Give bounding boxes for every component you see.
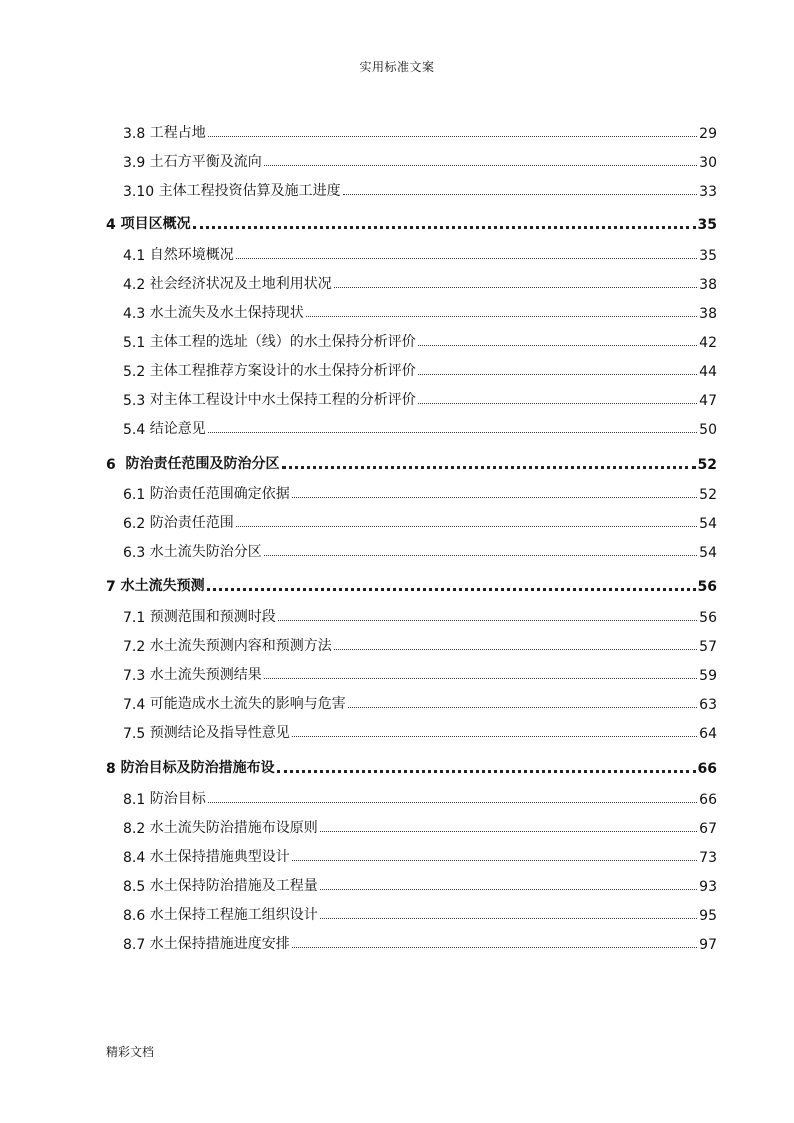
toc-dot-leader	[306, 315, 697, 317]
toc-page-number: 67	[699, 821, 717, 837]
toc-entry-number: 5.1	[123, 335, 150, 351]
toc-page-number: 30	[699, 155, 717, 171]
toc-entry-title: 水土保持工程施工组织设计	[149, 907, 318, 923]
toc-dot-leader	[207, 587, 696, 591]
toc-section-entry[interactable]	[123, 844, 717, 866]
toc-page-number: 47	[699, 393, 717, 409]
toc-section-entry[interactable]	[123, 873, 717, 895]
toc-entry-title: 防治责任范围及防治分区	[125, 456, 280, 472]
toc-dot-leader	[264, 677, 697, 679]
toc-page-number: 59	[699, 668, 717, 684]
toc-entry-title: 水土流失预测	[120, 578, 205, 594]
toc-page-number: 50	[699, 422, 717, 438]
toc-page-number: 52	[697, 457, 717, 473]
toc-entry-title: 防治责任范围确定依据	[149, 486, 290, 502]
toc-dot-leader	[193, 225, 696, 229]
toc-dot-leader	[264, 164, 697, 166]
toc-entry-title: 项目区概况	[120, 216, 191, 232]
toc-dot-leader	[348, 706, 697, 708]
toc-page-number: 66	[699, 792, 717, 808]
toc-entry-title: 水土保持措施进度安排	[149, 936, 290, 952]
toc-chapter-entry[interactable]	[106, 573, 717, 595]
toc-section-entry[interactable]	[123, 242, 717, 264]
toc-page-number: 64	[699, 726, 717, 742]
toc-entry-title: 主体工程投资估算及施工进度	[158, 183, 341, 199]
toc-entry-number: 8.5	[123, 879, 150, 895]
toc-section-entry[interactable]	[123, 720, 717, 742]
toc-entry-number: 6	[106, 457, 126, 473]
toc-section-entry[interactable]	[123, 120, 717, 142]
toc-page-number: 73	[699, 850, 717, 866]
toc-dot-leader	[208, 135, 697, 137]
toc-entry-title: 水土流失防治分区	[149, 544, 262, 560]
toc-dot-leader	[264, 554, 697, 556]
toc-entry-title: 水土流失预测内容和预测方法	[149, 638, 332, 654]
toc-section-entry[interactable]	[123, 416, 717, 438]
toc-entry-number: 5.2	[123, 364, 150, 380]
toc-page-number: 38	[699, 277, 717, 293]
toc-section-entry[interactable]	[123, 300, 717, 322]
toc-entry-title: 防治目标及防治措施布设	[120, 760, 275, 776]
toc-entry-number: 3.10	[123, 184, 159, 200]
toc-entry-number: 5.4	[123, 422, 150, 438]
toc-page-number: 93	[699, 879, 717, 895]
page-header: 实用标准文案	[359, 60, 435, 74]
toc-dot-leader	[418, 373, 697, 375]
toc-page-number: 97	[699, 937, 717, 953]
toc-entry-number: 8.6	[123, 908, 150, 924]
toc-dot-leader	[320, 917, 697, 919]
toc-section-entry[interactable]	[123, 329, 717, 351]
toc-entry-title: 对主体工程设计中水土保持工程的分析评价	[149, 392, 416, 408]
toc-entry-number: 8.7	[123, 937, 150, 953]
toc-dot-leader	[208, 801, 697, 803]
toc-entry-title: 可能造成水土流失的影响与危害	[149, 696, 346, 712]
toc-page-number: 29	[699, 126, 717, 142]
toc-dot-leader	[208, 431, 697, 433]
toc-entry-title: 水土流失防治措施布设原则	[149, 820, 318, 836]
toc-chapter-entry[interactable]	[106, 755, 717, 777]
toc-chapter-entry[interactable]	[106, 451, 717, 473]
toc-entry-title: 水土流失预测结果	[149, 667, 262, 683]
toc-entry-number: 3.8	[123, 126, 150, 142]
toc-dot-leader	[343, 193, 698, 195]
toc-section-entry[interactable]	[123, 902, 717, 924]
toc-entry-number: 8.4	[123, 850, 150, 866]
toc-dot-leader	[334, 286, 697, 288]
toc-entry-number: 7.5	[123, 726, 150, 742]
toc-page-number: 95	[699, 908, 717, 924]
toc-dot-leader	[278, 619, 697, 621]
toc-page-number: 57	[699, 639, 717, 655]
toc-dot-leader	[282, 465, 696, 469]
toc-page-number: 33	[699, 184, 717, 200]
toc-entry-number: 8.1	[123, 792, 150, 808]
toc-entry-number: 7	[106, 579, 121, 595]
toc-page-number: 56	[697, 579, 717, 595]
toc-dot-leader	[418, 344, 697, 346]
toc-entry-title: 土石方平衡及流向	[149, 154, 262, 170]
toc-dot-leader	[277, 769, 696, 773]
toc-entry-title: 工程占地	[149, 125, 206, 141]
toc-dot-leader	[292, 946, 697, 948]
toc-entry-number: 6.2	[123, 516, 150, 532]
toc-page-number: 54	[699, 545, 717, 561]
toc-entry-title: 水土保持措施典型设计	[149, 849, 290, 865]
toc-section-entry[interactable]	[123, 271, 717, 293]
toc-entry-title: 预测结论及指导性意见	[149, 725, 290, 741]
toc-section-entry[interactable]	[123, 815, 717, 837]
toc-entry-title: 水土保持防治措施及工程量	[149, 878, 318, 894]
toc-chapter-entry[interactable]	[106, 211, 717, 233]
toc-dot-leader	[236, 525, 697, 527]
toc-section-entry[interactable]	[123, 178, 717, 200]
toc-entry-number: 7.1	[123, 610, 150, 626]
toc-page-number: 63	[699, 697, 717, 713]
toc-section-entry[interactable]	[123, 786, 717, 808]
toc-entry-number: 3.9	[123, 155, 150, 171]
toc-dot-leader	[320, 830, 697, 832]
toc-entry-title: 主体工程的选址（线）的水土保持分析评价	[149, 334, 416, 350]
toc-page-number: 52	[699, 487, 717, 503]
toc-entry-title: 自然环境概况	[149, 247, 234, 263]
toc-entry-title: 预测范围和预测时段	[149, 609, 276, 625]
toc-dot-leader	[334, 648, 697, 650]
toc-entry-title: 防治责任范围	[149, 515, 234, 531]
toc-entry-number: 4.1	[123, 248, 150, 264]
toc-entry-number: 8.2	[123, 821, 150, 837]
toc-entry-number: 7.3	[123, 668, 150, 684]
toc-entry-number: 6.1	[123, 487, 150, 503]
page-footer: 精彩文档	[106, 1045, 155, 1059]
toc-entry-number: 4.3	[123, 306, 150, 322]
toc-page-number: 38	[699, 306, 717, 322]
toc-dot-leader	[292, 496, 697, 498]
toc-page-number: 35	[697, 217, 717, 233]
toc-entry-number: 8	[106, 761, 121, 777]
toc-dot-leader	[418, 402, 697, 404]
toc-entry-number: 4	[106, 217, 121, 233]
toc-section-entry[interactable]	[123, 691, 717, 713]
toc-dot-leader	[320, 888, 697, 890]
toc-page-number: 35	[699, 248, 717, 264]
toc-entry-number: 4.2	[123, 277, 150, 293]
toc-dot-leader	[236, 257, 697, 259]
toc-entry-number: 6.3	[123, 545, 150, 561]
toc-page-number: 56	[699, 610, 717, 626]
toc-section-entry[interactable]	[123, 662, 717, 684]
toc-section-entry[interactable]	[123, 539, 717, 561]
toc-entry-title: 结论意见	[149, 421, 206, 437]
toc-entry-number: 7.4	[123, 697, 150, 713]
toc-entry-number: 7.2	[123, 639, 150, 655]
toc-entry-title: 主体工程推荐方案设计的水土保持分析评价	[149, 363, 416, 379]
toc-section-entry[interactable]	[123, 604, 717, 626]
toc-section-entry[interactable]	[123, 387, 717, 409]
toc-page-number: 44	[699, 364, 717, 380]
toc-entry-title: 水土流失及水土保持现状	[149, 305, 304, 321]
toc-section-entry[interactable]	[123, 510, 717, 532]
toc-section-entry[interactable]	[123, 633, 717, 655]
toc-section-entry[interactable]	[123, 358, 717, 380]
toc-dot-leader	[292, 735, 697, 737]
toc-section-entry[interactable]	[123, 931, 717, 953]
toc-dot-leader	[292, 859, 697, 861]
toc-entry-number: 5.3	[123, 393, 150, 409]
toc-page-number: 42	[699, 335, 717, 351]
toc-page-number: 54	[699, 516, 717, 532]
toc-section-entry[interactable]	[123, 481, 717, 503]
toc-entry-title: 社会经济状况及土地利用状况	[149, 276, 332, 292]
toc-entry-title: 防治目标	[149, 791, 206, 807]
toc-page-number: 66	[697, 761, 717, 777]
toc-section-entry[interactable]	[123, 149, 717, 171]
